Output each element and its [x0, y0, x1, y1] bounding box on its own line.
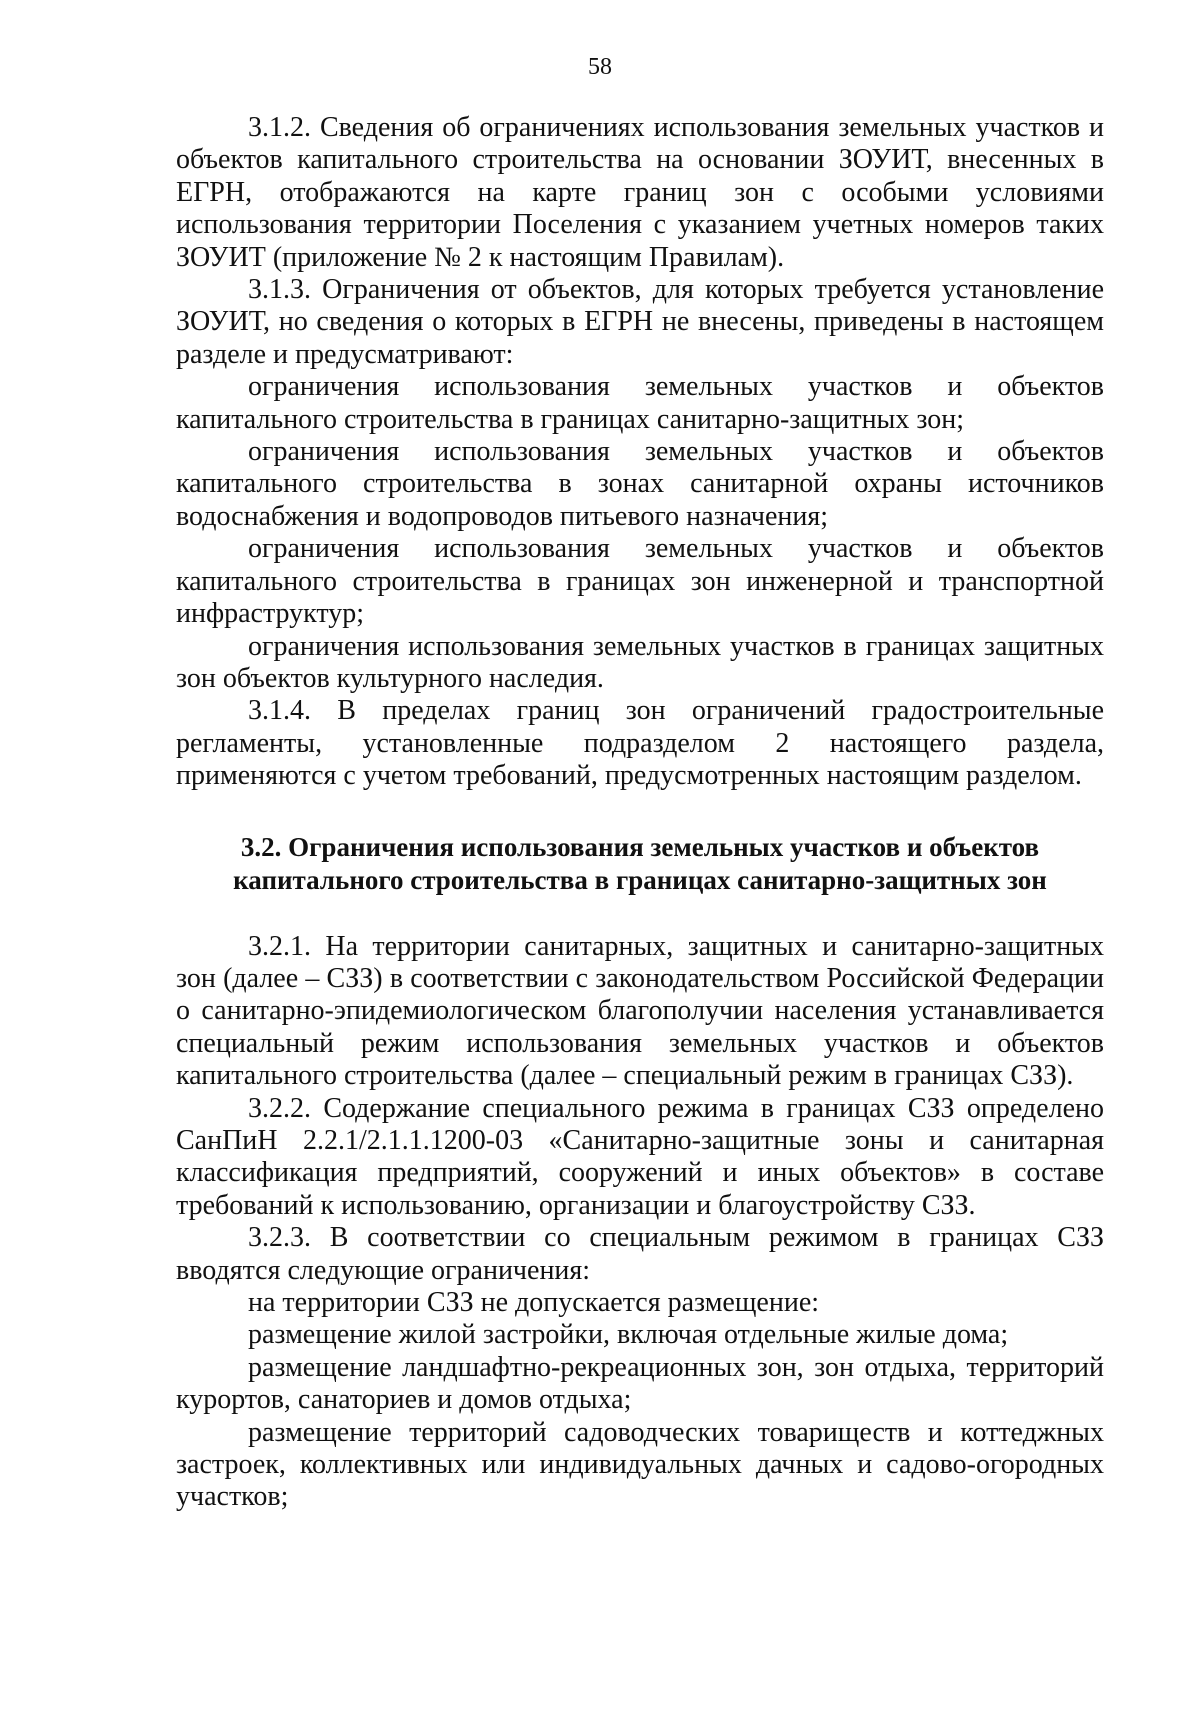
- paragraph-3-1-3: 3.1.3. Ограничения от объектов, для которых требуется установление ЗОУИТ, но сведения о которых в ЕГРН не внесены, приведены в настоящем разделе и предусматривают:: [176, 274, 1104, 370]
- list-item: размещение жилой застройки, включая отдельные жилые дома;: [248, 1319, 1009, 1351]
- list-item: ограничения использования земельных участков и объектов капитального строительства в границах санитарно-защитных зон;: [176, 371, 1104, 435]
- list-item: ограничения использования земельных участков и объектов капитального строительства в зонах санитарной охраны источников водоснабжения и водопроводов питьевого назначения;: [176, 436, 1104, 532]
- paragraph-3-2-2: 3.2.2. Содержание специального режима в границах СЗЗ определено СанПиН 2.2.1/2.1.1.1200-03 «Санитарно-защитные зоны и санитарная классификация предприятий, сооружений и иных объектов» в составе требований к использованию, организации и благоустройству СЗЗ.: [176, 1092, 1104, 1221]
- list-item: размещение территорий садоводческих товариществ и коттеджных застроек, коллективных или индивидуальных дачных и садово-огородных участков;: [176, 1416, 1104, 1513]
- document-body: [176, 112, 1104, 1514]
- section-heading-line: 3.2. Ограничения использования земельных участков и объектов: [240, 831, 1040, 862]
- paragraph-3-1-2: 3.1.2. Сведения об ограничениях использования земельных участков и объектов капитального строительства на основании ЗОУИТ, внесенных в ЕГРН, отображаются на карте границ зон с особыми условиями использования территории Поселения с указанием учетных номеров таких ЗОУИТ (приложение № 2 к настоящим Правилам).: [176, 112, 1104, 273]
- section-heading-3-2: [176, 831, 1104, 897]
- page-number: 58: [588, 54, 612, 80]
- paragraph-3-2-1: 3.2.1. На территории санитарных, защитных и санитарно-защитных зон (далее – СЗЗ) в соответствии с законодательством Российской Федерации о санитарно-эпидемиологическом благополучии населения устанавливается специальный режим использования земельных участков и объектов капитального строительства (далее – специальный режим в границах СЗЗ).: [176, 930, 1104, 1092]
- list-item: ограничения использования земельных участков и объектов капитального строительства в границах зон инженерной и транспортной инфраструктур;: [176, 533, 1104, 630]
- list-intro: на территории СЗЗ не допускается размещение:: [248, 1287, 820, 1318]
- list-item: размещение ландшафтно-рекреационных зон, зон отдыха, территорий курортов, санаториев и домов отдыха;: [176, 1351, 1104, 1416]
- section-heading-line: капитального строительства в границах санитарно-защитных зон: [233, 864, 1047, 895]
- paragraph-3-1-4: 3.1.4. В пределах границ зон ограничений градостроительные регламенты, установленные подразделом 2 настоящего раздела, применяются с учетом требований, предусмотренных настоящим разделом.: [176, 695, 1104, 792]
- paragraph-3-2-3: 3.2.3. В соответствии со специальным режимом в границах СЗЗ вводятся следующие ограничения:: [176, 1222, 1104, 1286]
- list-item: ограничения использования земельных участков в границах защитных зон объектов культурного наследия.: [176, 630, 1104, 694]
